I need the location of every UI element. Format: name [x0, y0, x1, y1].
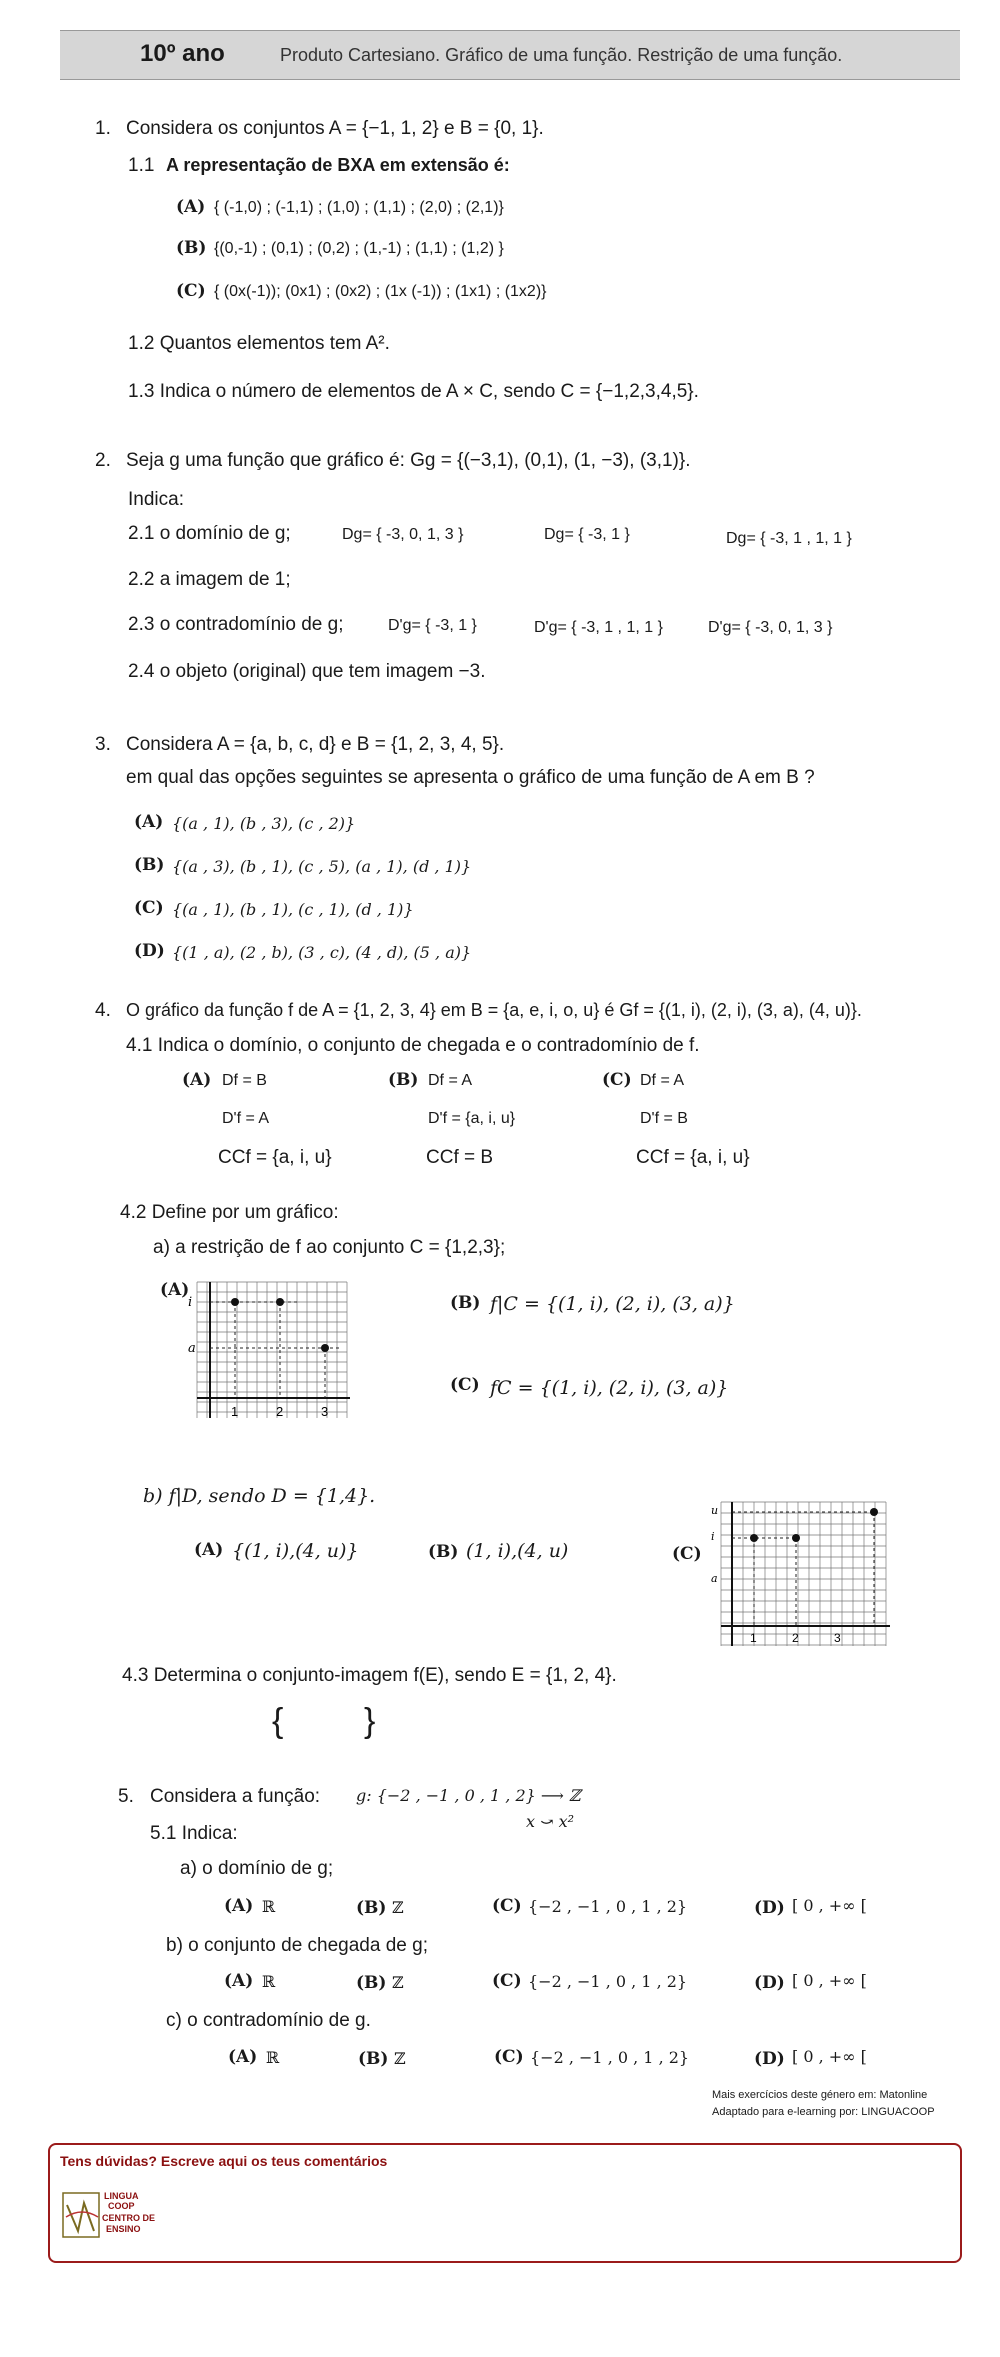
point-3-a [321, 1344, 329, 1352]
q3-text: Considera A = {a, b, c, d} e B = {1, 2, 3, 4, 5}. [126, 734, 505, 755]
x-label-2: 2 [276, 1404, 284, 1419]
footer-line-1: Mais exercícios deste género em: Matonline [712, 2089, 928, 2101]
q2-4-text: 2.4 o objeto (original) que tem imagem −3. [128, 661, 486, 682]
q2-2-text: 2.2 a imagem de 1; [128, 569, 291, 590]
footer-line-2: Adaptado para e-learning por: LINGUACOOP [712, 2106, 935, 2118]
comment-box[interactable] [48, 2143, 962, 2263]
q2-3-option-1[interactable]: D'g= { -3, 1 } [388, 617, 477, 634]
q2-1-option-2[interactable]: Dg= { -3, 1 } [544, 526, 630, 543]
q5-mapping: x ⤻ x² [526, 1812, 575, 1831]
logo-text-4: ENSINO [106, 2224, 141, 2234]
q5-b-letter-b[interactable]: (B) [356, 1973, 387, 1993]
point-4-u [870, 1508, 878, 1516]
q3-option-c-text: {(a , 1), (b , 1), (c , 1), (d , 1)} [172, 900, 414, 919]
q4-2-a-option-b-letter[interactable]: (B) [450, 1293, 481, 1313]
q4-2-b-graph [706, 1496, 896, 1652]
q5-c-letter-b[interactable]: (B) [358, 2049, 389, 2069]
q1-2-text: 1.2 Quantos elementos tem A². [128, 333, 390, 354]
q4-1-option-c-letter[interactable]: (C) [602, 1070, 632, 1090]
q2-number: 2. [95, 450, 111, 471]
q3-number: 3. [95, 734, 111, 755]
point-2-i [276, 1298, 284, 1306]
q5-b-option-c: {−2 , −1 , 0 , 1 , 2} [528, 1972, 688, 1991]
q5-c-option-c: {−2 , −1 , 0 , 1 , 2} [530, 2048, 690, 2067]
q4-2-a-option-c-text: fC = {(1, i), (2, i), (3, a)} [490, 1377, 729, 1399]
q5-a-option-a: ℝ [262, 1897, 276, 1916]
y-label-u: u [711, 1504, 719, 1517]
x-label-3: 3 [321, 1404, 329, 1419]
q5-a-letter-b[interactable]: (B) [356, 1898, 387, 1918]
q3-option-c-letter[interactable]: (C) [134, 898, 164, 918]
q2-3-text: 2.3 o contradomínio de g; [128, 614, 344, 635]
q2-1-text: 2.1 o domínio de g; [128, 523, 291, 544]
q3-option-b-text: {(a , 3), (b , 1), (c , 5), (a , 1), (d , 1)} [172, 857, 472, 876]
q1-number: 1. [95, 118, 111, 139]
q4-1-c-range: D'f = B [640, 1110, 688, 1127]
q5-1-text: 5.1 Indica: [150, 1823, 238, 1844]
q2-3-option-2[interactable]: D'g= { -3, 1 , 1, 1 } [534, 619, 663, 636]
q5-a-letter-a[interactable]: (A) [224, 1896, 254, 1916]
point-2-i [792, 1534, 800, 1542]
q1-option-a-letter[interactable]: (A) [176, 197, 206, 217]
x-label-1: 1 [231, 1404, 239, 1419]
comment-title: Tens dúvidas? Escreve aqui os teus comentários [60, 2153, 388, 2169]
q4-1-b-domain: Df = A [428, 1072, 473, 1089]
q4-3-left-brace: { [272, 1702, 284, 1740]
q5-c-letter-d[interactable]: (D) [754, 2049, 785, 2069]
q1-option-a-text: { (-1,0) ; (-1,1) ; (1,0) ; (1,1) ; (2,0) ; (2,1)} [214, 199, 504, 216]
q3-option-a-letter[interactable]: (A) [134, 812, 164, 832]
q4-1-a-range: D'f = A [222, 1110, 270, 1127]
q1-option-b-text: {(0,-1) ; (0,1) ; (0,2) ; (1,-1) ; (1,1) ; (1,2) } [214, 240, 504, 257]
q1-option-c-text: { (0x(-1)); (0x1) ; (0x2) ; (1x (-1)) ; (1x1) ; (1x2)} [214, 283, 547, 300]
y-label-i: i [711, 1530, 715, 1543]
q4-2-a-text: a) a restrição de f ao conjunto C = {1,2,3}; [153, 1237, 506, 1258]
q3-option-a-text: {(a , 1), (b , 3), (c , 2)} [172, 814, 356, 833]
q4-1-b-range: D'f = {a, i, u} [428, 1110, 516, 1127]
q4-1-c-codomain: CCf = {a, i, u} [636, 1147, 750, 1168]
q1-text: Considera os conjuntos A = {−1, 1, 2} e B = {0, 1}. [126, 118, 544, 139]
q5-function: g: {−2 , −1 , 0 , 1 , 2} ⟶ ℤ [356, 1786, 581, 1805]
x-label-3: 3 [834, 1631, 841, 1645]
q4-2-b-option-b-text: (1, i),(4, u) [466, 1540, 569, 1562]
y-label-i: i [188, 1295, 193, 1310]
q4-2-b-option-b-letter[interactable]: (B) [428, 1542, 459, 1562]
q4-1-a-domain: Df = B [222, 1072, 267, 1089]
logo-text-2: COOP [108, 2201, 135, 2211]
q3-option-b-letter[interactable]: (B) [134, 855, 165, 875]
q4-1-b-codomain: CCf = B [426, 1147, 494, 1168]
q4-2-text: 4.2 Define por um gráfico: [120, 1202, 339, 1223]
q2-1-option-1[interactable]: Dg= { -3, 0, 1, 3 } [342, 526, 464, 543]
q5-number: 5. [118, 1786, 134, 1807]
q5-a-option-d: [ 0 , +∞ [ [792, 1896, 867, 1915]
q5-a-option-b: ℤ [392, 1898, 404, 1917]
q4-2-b-option-c-letter[interactable]: (C) [672, 1544, 702, 1564]
q4-2-a-option-c-letter[interactable]: (C) [450, 1375, 480, 1395]
q1-1-text: A representação de BXA em extensão é: [166, 155, 510, 175]
x-label-2: 2 [792, 1631, 799, 1645]
q4-1-option-a-letter[interactable]: (A) [182, 1070, 212, 1090]
q5-c-option-a: ℝ [266, 2048, 280, 2067]
q2-1-option-3[interactable]: Dg= { -3, 1 , 1, 1 } [726, 530, 852, 547]
q5-c-text: c) o contradomínio de g. [166, 2010, 371, 2031]
q4-1-text: 4.1 Indica o domínio, o conjunto de chegada e o contradomínio de f. [126, 1035, 700, 1056]
q4-text: O gráfico da função f de A = {1, 2, 3, 4} em B = {a, e, i, o, u} é Gf = {(1, i), (2, i), (3, a), (4, u)}. [126, 1000, 862, 1020]
q4-2-b-text: b) f|D, sendo D = {1,4}. [143, 1485, 376, 1507]
q4-number: 4. [95, 1000, 111, 1021]
q2-indica: Indica: [128, 489, 184, 510]
q5-b-letter-a[interactable]: (A) [224, 1971, 254, 1991]
q5-b-letter-d[interactable]: (D) [754, 1973, 785, 1993]
q3-option-d-text: {(1 , a), (2 , b), (3 , c), (4 , d), (5 , a)} [172, 943, 472, 962]
q5-b-text: b) o conjunto de chegada de g; [166, 1935, 428, 1956]
q3-text2: em qual das opções seguintes se apresenta o gráfico de uma função de A em B ? [126, 767, 815, 788]
q5-a-letter-d[interactable]: (D) [754, 1898, 785, 1918]
q4-3-answer-field[interactable] [322, 1710, 360, 1736]
q1-option-c-letter[interactable]: (C) [176, 281, 206, 301]
q4-2-a-option-b-text: f|C = {(1, i), (2, i), (3, a)} [490, 1293, 735, 1315]
y-label-a: a [711, 1572, 718, 1585]
q1-1-label: 1.1 [128, 155, 155, 176]
q5-a-text: a) o domínio de g; [180, 1858, 334, 1879]
q5-c-option-b: ℤ [394, 2049, 406, 2068]
q5-c-letter-c[interactable]: (C) [494, 2047, 524, 2067]
q4-1-option-b-letter[interactable]: (B) [388, 1070, 419, 1090]
y-label-a: a [188, 1341, 196, 1356]
q4-2-a-option-a-letter[interactable]: (A) [160, 1280, 190, 1300]
q4-2-b-option-a-text: {(1, i),(4, u)} [232, 1540, 359, 1562]
q1-3-text: 1.3 Indica o número de elementos de A × C, sendo C = {−1,2,3,4,5}. [128, 381, 699, 402]
q1-option-b-letter[interactable]: (B) [176, 238, 207, 258]
q5-text: Considera a função: [150, 1786, 321, 1807]
point-1-i [231, 1298, 239, 1306]
logo-text-3: CENTRO DE [102, 2213, 156, 2223]
q4-1-a-codomain: CCf = {a, i, u} [218, 1147, 332, 1168]
q4-3-right-brace: } [364, 1702, 376, 1740]
point-1-i [750, 1534, 758, 1542]
q4-2-b-option-a-letter[interactable]: (A) [194, 1540, 224, 1560]
x-label-1: 1 [750, 1631, 757, 1645]
q5-b-letter-c[interactable]: (C) [492, 1971, 522, 1991]
q3-option-d-letter[interactable]: (D) [134, 941, 165, 961]
logo-text-1: LINGUA [104, 2191, 139, 2201]
page-header [60, 30, 960, 80]
q4-2-a-graph [182, 1276, 354, 1426]
q5-c-option-d: [ 0 , +∞ [ [792, 2047, 867, 2066]
q5-c-letter-a[interactable]: (A) [228, 2047, 258, 2067]
linguacoop-logo [62, 2187, 160, 2243]
q5-a-option-c: {−2 , −1 , 0 , 1 , 2} [528, 1897, 688, 1916]
q2-3-option-3[interactable]: D'g= { -3, 0, 1, 3 } [708, 619, 833, 636]
topic-title: Produto Cartesiano. Gráfico de uma função. Restrição de uma função. [280, 45, 843, 65]
q5-a-letter-c[interactable]: (C) [492, 1896, 522, 1916]
q2-text: Seja g uma função que gráfico é: Gg = {(−3,1), (0,1), (1, −3), (3,1)}. [126, 450, 691, 471]
q4-1-c-domain: Df = A [640, 1072, 685, 1089]
grade-label: 10º ano [140, 40, 225, 67]
q5-b-option-d: [ 0 , +∞ [ [792, 1971, 867, 1990]
q5-b-option-b: ℤ [392, 1973, 404, 1992]
q5-b-option-a: ℝ [262, 1972, 276, 1991]
q4-3-text: 4.3 Determina o conjunto-imagem f(E), sendo E = {1, 2, 4}. [122, 1665, 617, 1686]
